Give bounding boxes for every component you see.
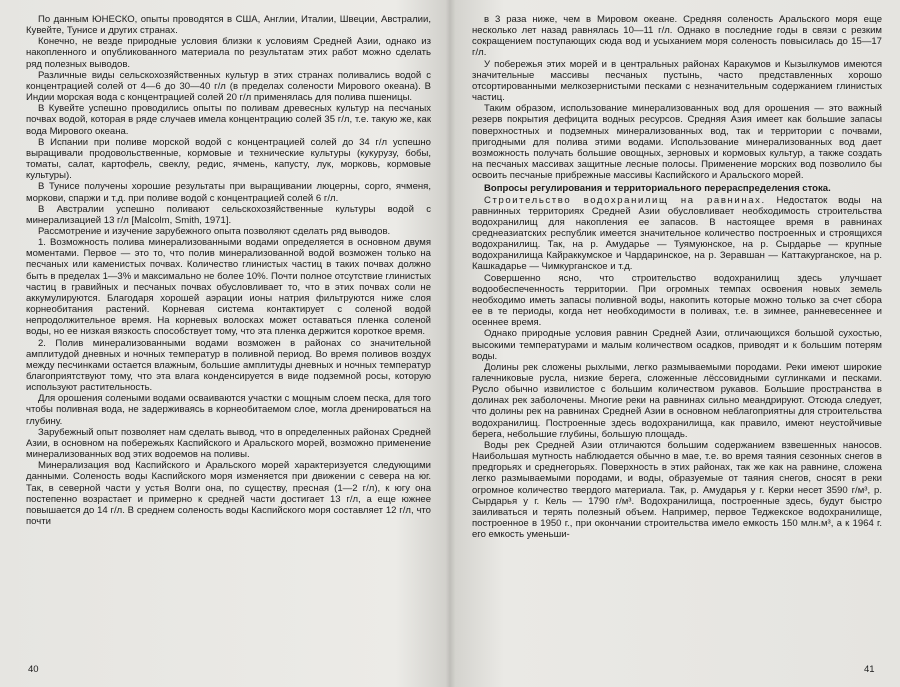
paragraph: Воды рек Средней Азии отличаются большим содержанием взвешенных наносов. Наибольшая мутность наблюдается обычно в мае, т.е. во время таяния сезонных снегов в предгорьях и среднегорьях. Поверхность в этих районах, так же как на равнине, сложена легко размываемыми породами, и воды, образуемые от таяния снегов, сносят в реки огромное количество твердого материала. Так, р. Амударья у г. Керки несет 3590 г/м³, р. Сырдарья у г. Кель — 1790 г/м³. Водохранилища, построенные здесь, будут быстро заиливаться и терять полезный объем. Например, первое Теджекское водохранилище, построенное в 1950 г., при окончании строительства имело емкость 150 млн.м³, а к 1964 г. его емкость уменьши- <box>472 439 882 541</box>
page-number-right: 41 <box>864 664 875 675</box>
paragraph: В Австралии успешно поливают сельскохозяйственные культуры водой с минерализацией 13 г/л [Malcolm, Smith, 1971]. <box>26 203 431 226</box>
paragraph: В Кувейте успешно проводились опыты по поливам древесных культур на песчаных почвах водой, которая в ряде случаев имела концентрацию солей 35 г/л, т.е. такую же, как вода Мирового океана. <box>26 103 431 137</box>
paragraph: У побережья этих морей и в центральных районах Каракумов и Кызылкумов имеются значительные массивы песчаных пустынь, часто представленных хорошо отсортированными мелкозернистыми песками с незначительным содержанием глинистых частиц. <box>472 58 882 104</box>
paragraph: Для орошения солеными водами осваиваются участки с мощным слоем песка, для того чтобы поливная вода, не задерживаясь в корнеобитаемом слое, могла дренироваться на глубину. <box>26 393 431 427</box>
section-heading: Вопросы регулирования и территориального перераспределения стока. <box>484 183 831 195</box>
paragraph: 2. Полив минерализованными водами возможен в районах со значительной амплитудой дневных и ночных температур в поливной период. Во время поливов воздух между песчинками остается влажным, большие амплитуды дневных и ночных температур благоприятствуют тому, что эта влага конденсируется в виде подземной росы, которую используют растительность. <box>26 337 431 394</box>
paragraph: в 3 раза ниже, чем в Мировом океане. Средняя соленость Аральского моря еще несколько лет назад равнялась 10—11 г/л. Однако в последние годы в связи с резким сокращением поступающих сюда вод и усыханием моря соленость повысилась до 15—17 г/л. <box>472 14 882 59</box>
paragraph: 1. Возможность полива минерализованными водами определяется в основном двумя моментами. Первое — это то, что полив минерализованной водой возможен только на песчаных или каменистых почвах. Количество глинистых частиц в таких почвах должно быть в пределах 1—3% и максимально не более 10%. Почти полное отсутствие глинистых частиц в гравийных и песчаных почвах обусловливает то, что в этих почвах соли не аккумулируются. Благодаря хорошей аэрации ионы натрия фильтруются ниже слоя корнеобитания растений. Корневая система контактирует с соленой водой непродолжительное время. На корневых волосках может оставаться пленка соленой воды, но ее низкая вязкость способствует тому, что эта пленка держится короткое время. <box>26 237 431 338</box>
paragraph: В Тунисе получены хорошие результаты при выращивании люцерны, сорго, ячменя, моркови, спаржи и т.д. при поливе водой с концентрацией солей 6 г/л. <box>26 181 431 204</box>
paragraph: Зарубежный опыт позволяет нам сделать вывод, что в определенных районах Средней Азии, в основном на побережьях Каспийского и Аральского морей, возможно применение минерализованных вод этих водоемов на поливы. <box>26 426 431 461</box>
paragraph: По данным ЮНЕСКО, опыты проводятся в США, Англии, Италии, Швеции, Австралии, Кувейте, Тунисе и других странах. <box>26 14 431 37</box>
right-page <box>472 14 882 674</box>
left-page <box>26 14 431 674</box>
paragraph: Различные виды сельскохозяйственных культур в этих странах поливались водой с концентрацией солей от 4—6 до 30—40 г/л (в пределах солености Мирового океана). В Индии морская вода с концентрацией солей 20 г/л применялась для полива пшеницы. <box>26 69 431 104</box>
paragraph: Однако природные условия равнин Средней Азии, отличающихся большой сухостью, высокими температурами и малым количеством осадков, приводят и к большим потерям воды. <box>472 328 882 362</box>
paragraph: Таким образом, использование минерализованных вод для орошения — это важный резерв покрытия дефицита водных ресурсов. Средняя Азия имеет как большие запасы поверхностных и подземных минерализованных вод, так и территории с почвами, пригодными для полива этими водами. Использование минерализованных вод дает возможность получать большие овощных, зерновых и кормовых культур, а также создать на песчаных массивах защитные лесные полосы. Применение морских вод позволило бы освоить песчаные прибрежные массивы Каспийского и Аральского морей. <box>472 103 882 182</box>
paragraph: Рассмотрение и изучение зарубежного опыта позволяют сделать ряд выводов. <box>38 225 391 237</box>
spaced-subheading: Строительство водохранилищ на равнинах. <box>484 194 766 206</box>
paragraph: В Испании при поливе морской водой с концентрацией солей до 34 г/л успешно выращивали продовольственные, кормовые и технические культуры (кукурузу, бобы, томаты, салат, картофель, свеклу, редис, ячмень, капусту, лук, морковь, кормовые культуры). <box>26 136 431 182</box>
paragraph: Совершенно ясно, что строительство водохранилищ здесь улучшает водообеспеченность территории. При огромных темпах освоения новых земель необходимо иметь запасы поливной воды, накопить которые можно только за счет сбора ее в те периоды, когда нет необходимости в поливах, т.е. в зимнее, ранневесеннее и осеннее время. <box>472 272 882 329</box>
paragraph-text: Недостаток воды на равнинных территориях Средней Азии обусловливает необходимость строительства водохранилищ для накопления ее запасов. В настоящее время в равнинах среднеазиатских республик имеется значительное количество построенных и строящихся водохранилищ. Так, на р. Амударье — Туямуюнское, на р. Сырдарье — крупные водохранилища Кайраккумское и Чардаринское, на р. Зеравшан — Каттакурганское, на р. Кашкадарье — Чимкурганское и т.д. <box>472 194 882 273</box>
paragraph: Конечно, не везде природные условия близки к условиям Средней Азии, однако из накопленного и опубликованного материала по результатам этих работ можно сделать ряд полезных выводов. <box>26 36 431 70</box>
paragraph: Минерализация вод Каспийского и Аральского морей характеризуется следующими данными. Соленость воды Каспийского моря изменяется при движении с севера на юг. Так, в северной части у устья Волги она, по существу, пресная (1—2 г/л), к югу она постепенно возрастает и примерно к средней части достигает 13 г/л, а еще южнее повышается до 14 г/л. В среднем соленость воды Каспийского моря составляет 12 г/л, что почти <box>26 460 431 528</box>
page-number-left: 40 <box>28 664 39 675</box>
paragraph: Долины рек сложены рыхлыми, легко размываемыми породами. Реки имеют широкие галечниковые русла, низкие берега, сложенные лёссовидными суглинками и песками. Русло обычно извилистое с большим количеством рукавов. Большие пространства в долинах рек заболочены. Многие реки на равнинах сильно меандрируют. Отсюда следует, что долины рек на равнинах Средней Азии в основном неблагоприятны для строительства водохранилищ. Построенные здесь водохранилища, как правило, имеют неустойчивые берега, небольшие глубины, большую площадь. <box>472 361 882 440</box>
paragraph <box>472 195 882 273</box>
